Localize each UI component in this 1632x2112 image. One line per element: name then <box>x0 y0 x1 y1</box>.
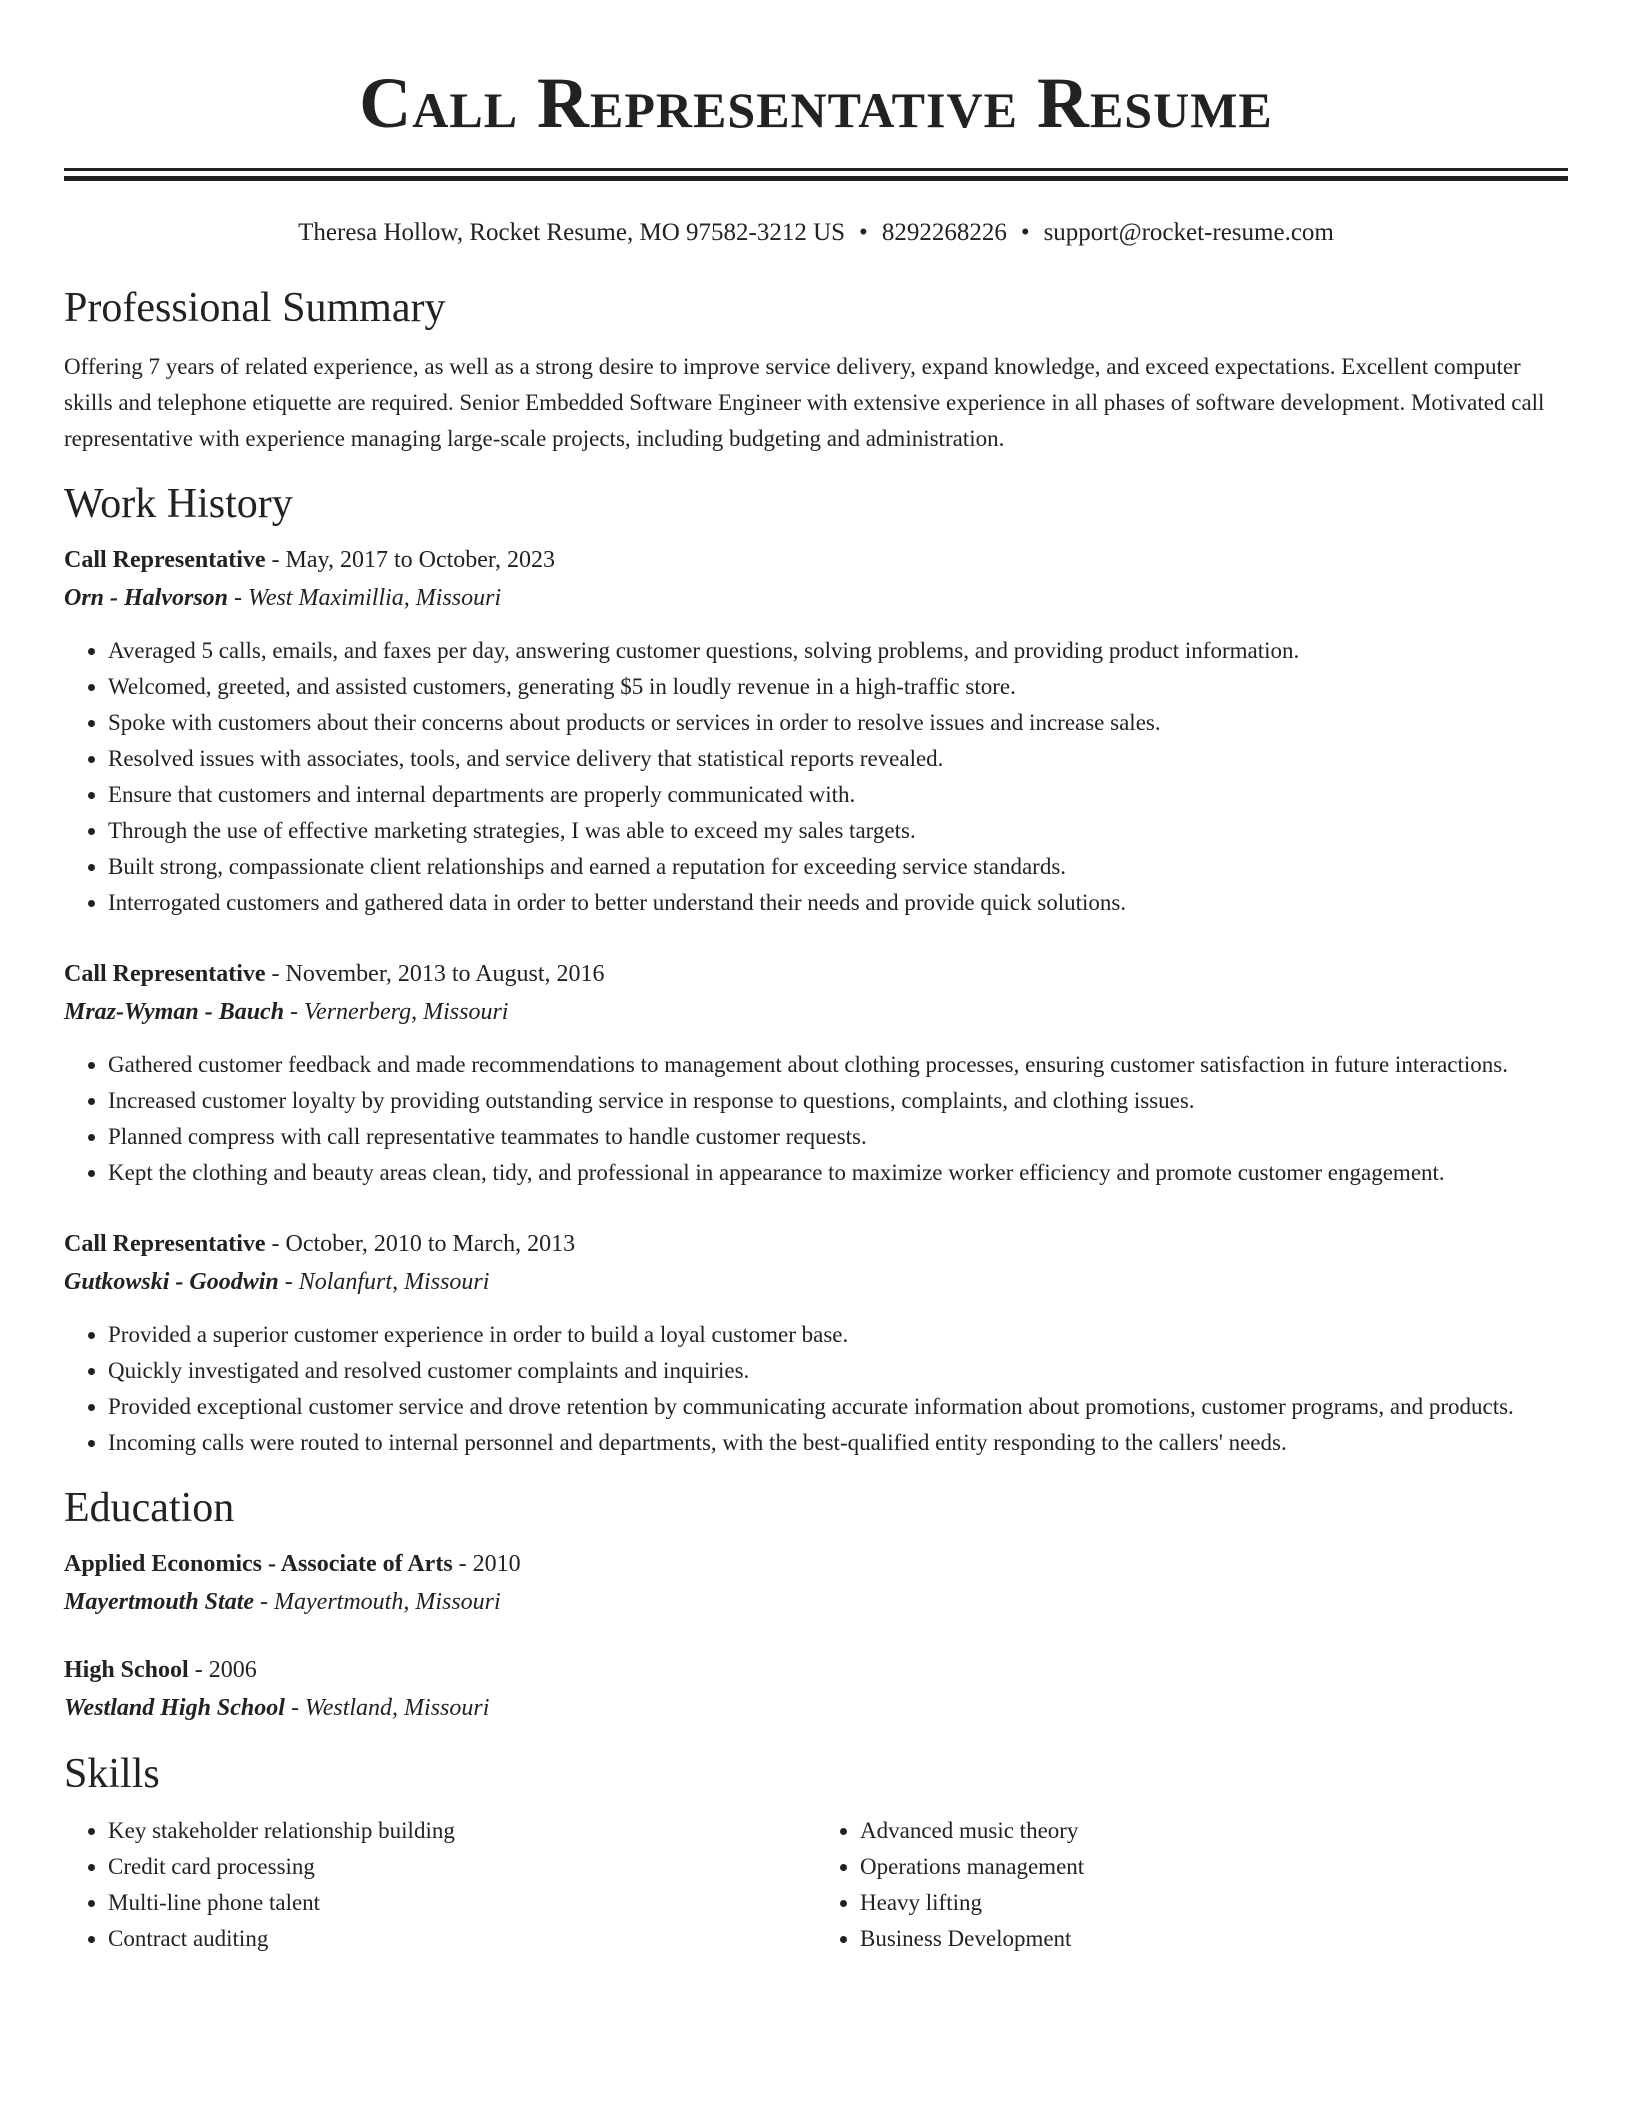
contact-address: Theresa Hollow, Rocket Resume, MO 97582-3212 US <box>298 219 846 246</box>
job-bullets <box>64 633 1568 921</box>
school-location: - Westland, Missouri <box>284 1695 490 1721</box>
skill-item: • Multi-line phone talent <box>108 1885 816 1921</box>
list-item: • Averaged 5 calls, emails, and faxes per day, answering customer questions, solving problems, and providing product information. <box>108 633 1568 669</box>
company-location: - Vernerberg, Missouri <box>284 999 509 1025</box>
page-title: Call Representative Resume <box>359 63 1273 143</box>
skills-column-right <box>816 1813 1568 1957</box>
education-year: - 2010 <box>452 1551 521 1577</box>
list-item: • Through the use of effective marketing strategies, I was able to exceed my sales targets. <box>108 813 1568 849</box>
contact-separator: • <box>859 219 868 246</box>
degree-name: High School <box>64 1657 189 1683</box>
job-header <box>64 1227 1568 1261</box>
school-name: Westland High School <box>64 1695 285 1721</box>
job-header <box>64 957 1568 991</box>
skill-item: • Key stakeholder relationship building <box>108 1813 816 1849</box>
skills-list <box>64 1813 1568 1957</box>
job-entry <box>64 957 1568 1191</box>
job-employer <box>64 1265 1568 1299</box>
company-location: - West Maximillia, Missouri <box>228 585 502 611</box>
contact-email: support@rocket-resume.com <box>1043 219 1334 246</box>
list-item: • Interrogated customers and gathered data in order to better understand their needs and provide quick solutions. <box>108 885 1568 921</box>
list-item: • Built strong, compassionate client relationships and earned a reputation for exceeding service standards. <box>108 849 1568 885</box>
list-item: • Provided exceptional customer service and drove retention by communicating accurate information about promotions, customer programs, and products. <box>108 1389 1568 1425</box>
education-heading: Education <box>64 1485 235 1531</box>
job-entry <box>64 543 1568 921</box>
education-school <box>64 1691 1568 1725</box>
list-item: • Ensure that customers and internal departments are properly communicated with. <box>108 777 1568 813</box>
summary-heading: Professional Summary <box>64 285 446 331</box>
list-item: • Welcomed, greeted, and assisted customers, generating $5 in loudly revenue in a high-traffic store. <box>108 669 1568 705</box>
school-name: Mayertmouth State <box>64 1589 255 1615</box>
contact-separator: • <box>1020 219 1030 246</box>
list-item: • Provided a superior customer experience in order to build a loyal customer base. <box>108 1317 1568 1353</box>
education-year: - 2006 <box>188 1657 257 1683</box>
job-title: Call Representative <box>64 961 266 987</box>
list-item: • Quickly investigated and resolved customer complaints and inquiries. <box>108 1353 1568 1389</box>
skills-heading: Skills <box>64 1751 160 1797</box>
job-dates: - October, 2010 to March, 2013 <box>265 1231 576 1257</box>
list-item: • Planned compress with call representative teammates to handle customer requests. <box>108 1119 1568 1155</box>
contact-phone: 8292268226 <box>881 219 1007 246</box>
education-entry <box>64 1547 1568 1619</box>
list-item: • Kept the clothing and beauty areas clean, tidy, and professional in appearance to maximize worker efficiency and promote customer engagement. <box>108 1155 1568 1191</box>
skill-item: • Contract auditing <box>108 1921 816 1957</box>
skill-item: • Advanced music theory <box>860 1813 1568 1849</box>
skills-column-left <box>64 1813 816 1957</box>
skill-item: • Business Development <box>860 1921 1568 1957</box>
job-employer <box>64 581 1568 615</box>
education-school <box>64 1585 1568 1619</box>
contact-line <box>64 217 1568 249</box>
skill-item: • Heavy lifting <box>860 1885 1568 1921</box>
job-dates: - May, 2017 to October, 2023 <box>265 547 555 573</box>
company-name: Orn - Halvorson <box>64 585 229 611</box>
company-name: Gutkowski - Goodwin <box>64 1269 279 1295</box>
job-bullets <box>64 1317 1568 1461</box>
summary-text: Offering 7 years of related experience, as well as a strong desire to improve service delivery, expand knowledge, and exceed expectations. Excellent computer skills and telephone etiquette are required. Senior Embedded Software Engineer with extensive experience in all phases of software development. Motivated call representative with experience managing large-scale projects, including budgeting and administration. <box>64 354 1545 451</box>
education-header <box>64 1547 1568 1581</box>
title-divider <box>64 168 1568 181</box>
skill-item: • Operations management <box>860 1849 1568 1885</box>
work-history-heading: Work History <box>64 481 293 527</box>
degree-name: Applied Economics - Associate of Arts <box>64 1551 453 1577</box>
list-item: • Increased customer loyalty by providing outstanding service in response to questions, complaints, and clothing issues. <box>108 1083 1568 1119</box>
list-item: • Resolved issues with associates, tools, and service delivery that statistical reports revealed. <box>108 741 1568 777</box>
job-dates: - November, 2013 to August, 2016 <box>265 961 605 987</box>
school-location: - Mayertmouth, Missouri <box>254 1589 501 1615</box>
list-item: • Gathered customer feedback and made recommendations to management about clothing processes, ensuring customer satisfaction in future interactions. <box>108 1047 1568 1083</box>
job-title: Call Representative <box>64 547 266 573</box>
list-item: • Incoming calls were routed to internal personnel and departments, with the best-qualified entity responding to the callers' needs. <box>108 1425 1568 1461</box>
company-location: - Nolanfurt, Missouri <box>278 1269 490 1295</box>
skill-item: • Credit card processing <box>108 1849 816 1885</box>
job-bullets <box>64 1047 1568 1191</box>
job-title: Call Representative <box>64 1231 266 1257</box>
job-entry <box>64 1227 1568 1461</box>
list-item: • Spoke with customers about their concerns about products or services in order to resolve issues and increase sales. <box>108 705 1568 741</box>
education-header <box>64 1653 1568 1687</box>
company-name: Mraz-Wyman - Bauch <box>64 999 285 1025</box>
education-entry <box>64 1653 1568 1725</box>
job-header <box>64 543 1568 577</box>
job-employer <box>64 995 1568 1029</box>
